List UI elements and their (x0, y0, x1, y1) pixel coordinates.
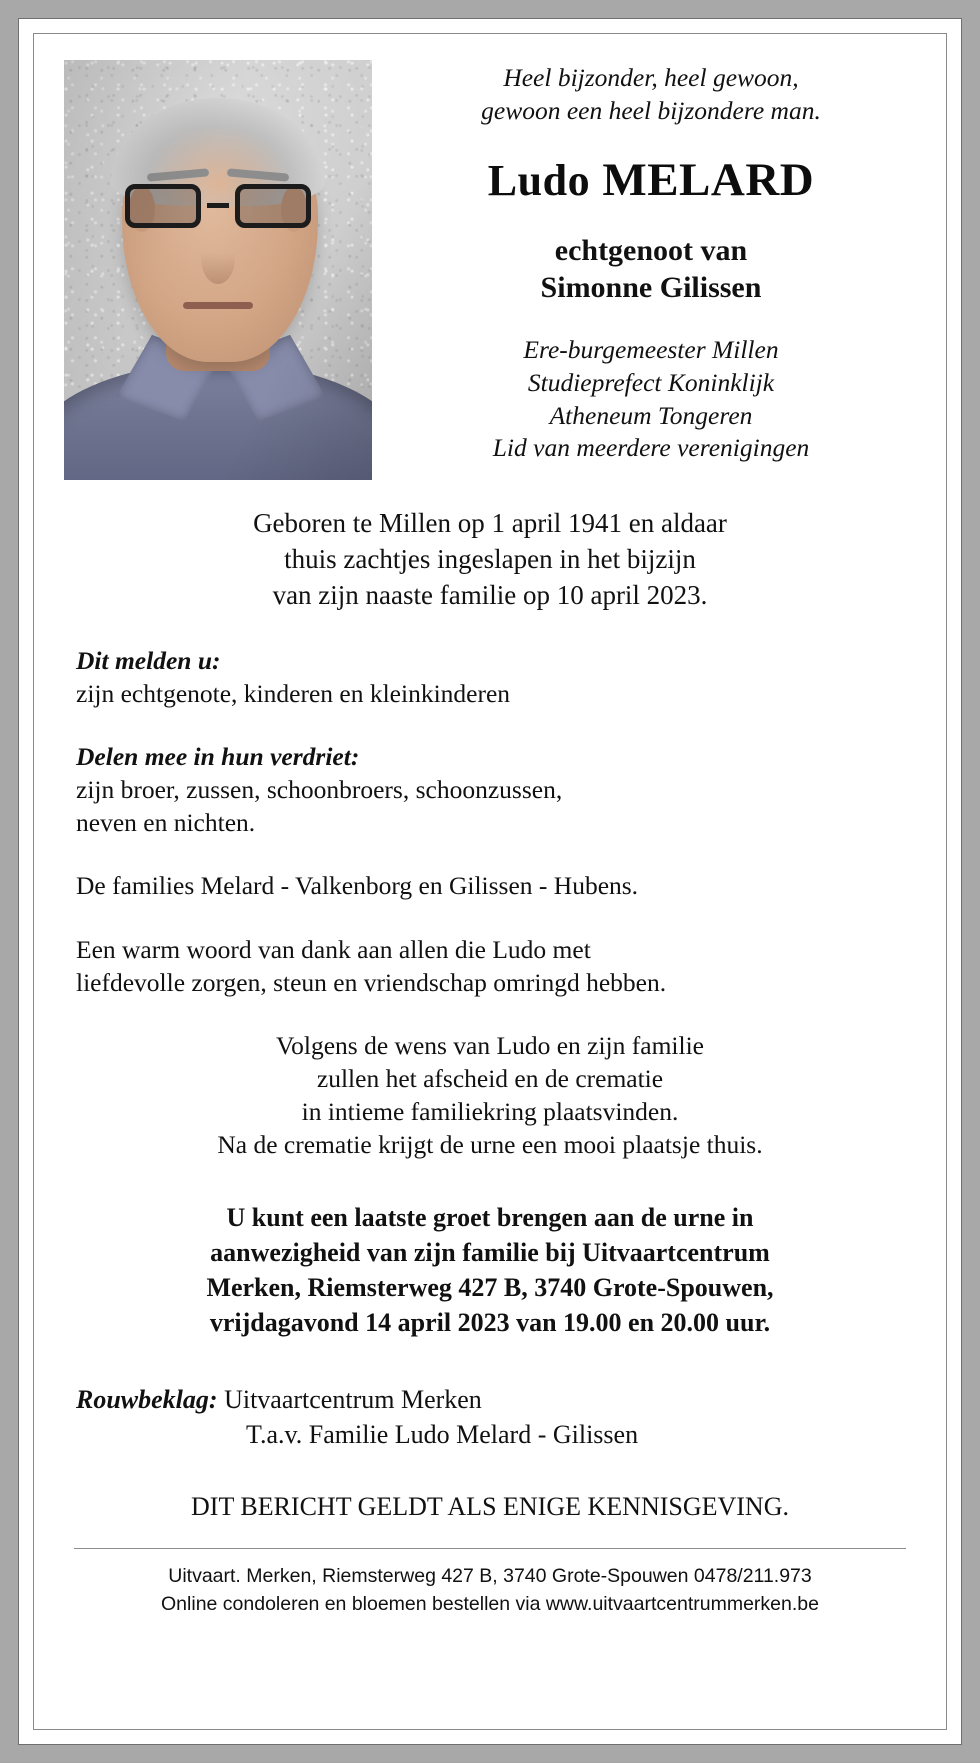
motto-line-2: gewoon een heel bijzondere man. (481, 95, 821, 125)
condolence-label: Rouwbeklag: (76, 1384, 218, 1414)
wish-line-1: Volgens de wens van Ludo en zijn familie (276, 1030, 704, 1060)
card-inner-frame (33, 33, 947, 1730)
condolence-attention: T.a.v. Familie Ludo Melard - Gilissen (246, 1419, 639, 1449)
grief-block (70, 740, 910, 839)
motto-line-1: Heel bijzonder, heel gewoon, (503, 63, 799, 92)
deceased-name (384, 153, 918, 207)
card-header (56, 50, 924, 480)
wish-line-3: in intieme familiekring plaatsvinden. (301, 1097, 679, 1127)
motto-quote (384, 62, 918, 127)
card-body (56, 480, 924, 1623)
urn-visit-line-3: Merken, Riemsterweg 427 B, 3740 Grote-Spouwen, (206, 1273, 774, 1303)
sole-notification-text: DIT BERICHT GELDT ALS ENIGE KENNISGEVING. (191, 1492, 789, 1522)
wish-line-4: Na de crematie krijgt de urne een mooi plaatsje thuis. (217, 1130, 763, 1160)
portrait-photo-container (64, 60, 374, 480)
title-line-1: Ere-burgemeester Millen (523, 335, 779, 365)
condolence-block (70, 1383, 910, 1453)
urn-visit-block (70, 1201, 910, 1340)
deceased-first-name: Ludo (487, 156, 591, 206)
announcement-text: zijn echtgenote, kinderen en kleinkinderen (76, 678, 511, 708)
urn-visit-line-1: U kunt een laatste groet brengen aan de urne in (226, 1203, 754, 1233)
wish-line-2: zullen het afscheid en de crematie (316, 1063, 664, 1093)
footer-address-line: Uitvaart. Merken, Riemsterweg 427 B, 3740 Grote-Spouwen 0478/211.973 (168, 1565, 812, 1588)
birth-death-line-2: thuis zachtjes ingeslapen in het bijzijn (284, 543, 696, 574)
announcement-block (70, 644, 910, 710)
photo-vignette (64, 60, 372, 480)
title-line-3: Atheneum Tongeren (549, 400, 753, 430)
announcement-lead: Dit melden u: (76, 645, 221, 675)
portrait-photo (64, 60, 372, 480)
deceased-last-name: MELARD (602, 154, 815, 207)
spouse-prefix: echtgenoot van (554, 234, 748, 268)
title-line-4: Lid van meerdere verenigingen (492, 433, 810, 463)
grief-lead: Delen mee in hun verdriet: (76, 742, 360, 771)
spouse-name: Simonne Gilissen (540, 270, 762, 304)
title-line-2: Studieprefect Koninklijk (527, 368, 775, 398)
footer-website-line: Online condoleren en bloemen bestellen via www.uitvaartcentrummerken.be (161, 1593, 819, 1616)
header-text-column (374, 50, 924, 465)
funeral-home-footer (70, 1549, 910, 1622)
urn-visit-line-2: aanwezigheid van zijn familie bij Uitvaartcentrum (210, 1238, 770, 1268)
birth-death-line-3: van zijn naaste familie op 10 april 2023. (272, 579, 708, 610)
grief-line-1: zijn broer, zussen, schoonbroers, schoonzussen, (76, 775, 563, 805)
thanks-line-1: Een warm woord van dank aan allen die Ludo met (76, 934, 591, 964)
honorary-titles (384, 334, 918, 465)
card-outer-frame (18, 18, 962, 1745)
thanks-block (70, 933, 910, 999)
birth-death-line-1: Geboren te Millen op 1 april 1941 en aldaar (253, 508, 727, 538)
condolence-value: Uitvaartcentrum Merken (224, 1384, 482, 1414)
urn-visit-line-4: vrijdagavond 14 april 2023 van 19.00 en 20.00 uur. (209, 1307, 771, 1337)
grief-line-2: neven en nichten. (76, 808, 256, 838)
families-block (70, 869, 910, 902)
thanks-line-2: liefdevolle zorgen, steun en vriendschap omringd hebben. (76, 967, 667, 997)
wish-block (70, 1029, 910, 1162)
spouse-block (384, 233, 918, 306)
birth-death-block (70, 506, 910, 614)
families-text: De families Melard - Valkenborg en Gilissen - Hubens. (76, 871, 639, 901)
